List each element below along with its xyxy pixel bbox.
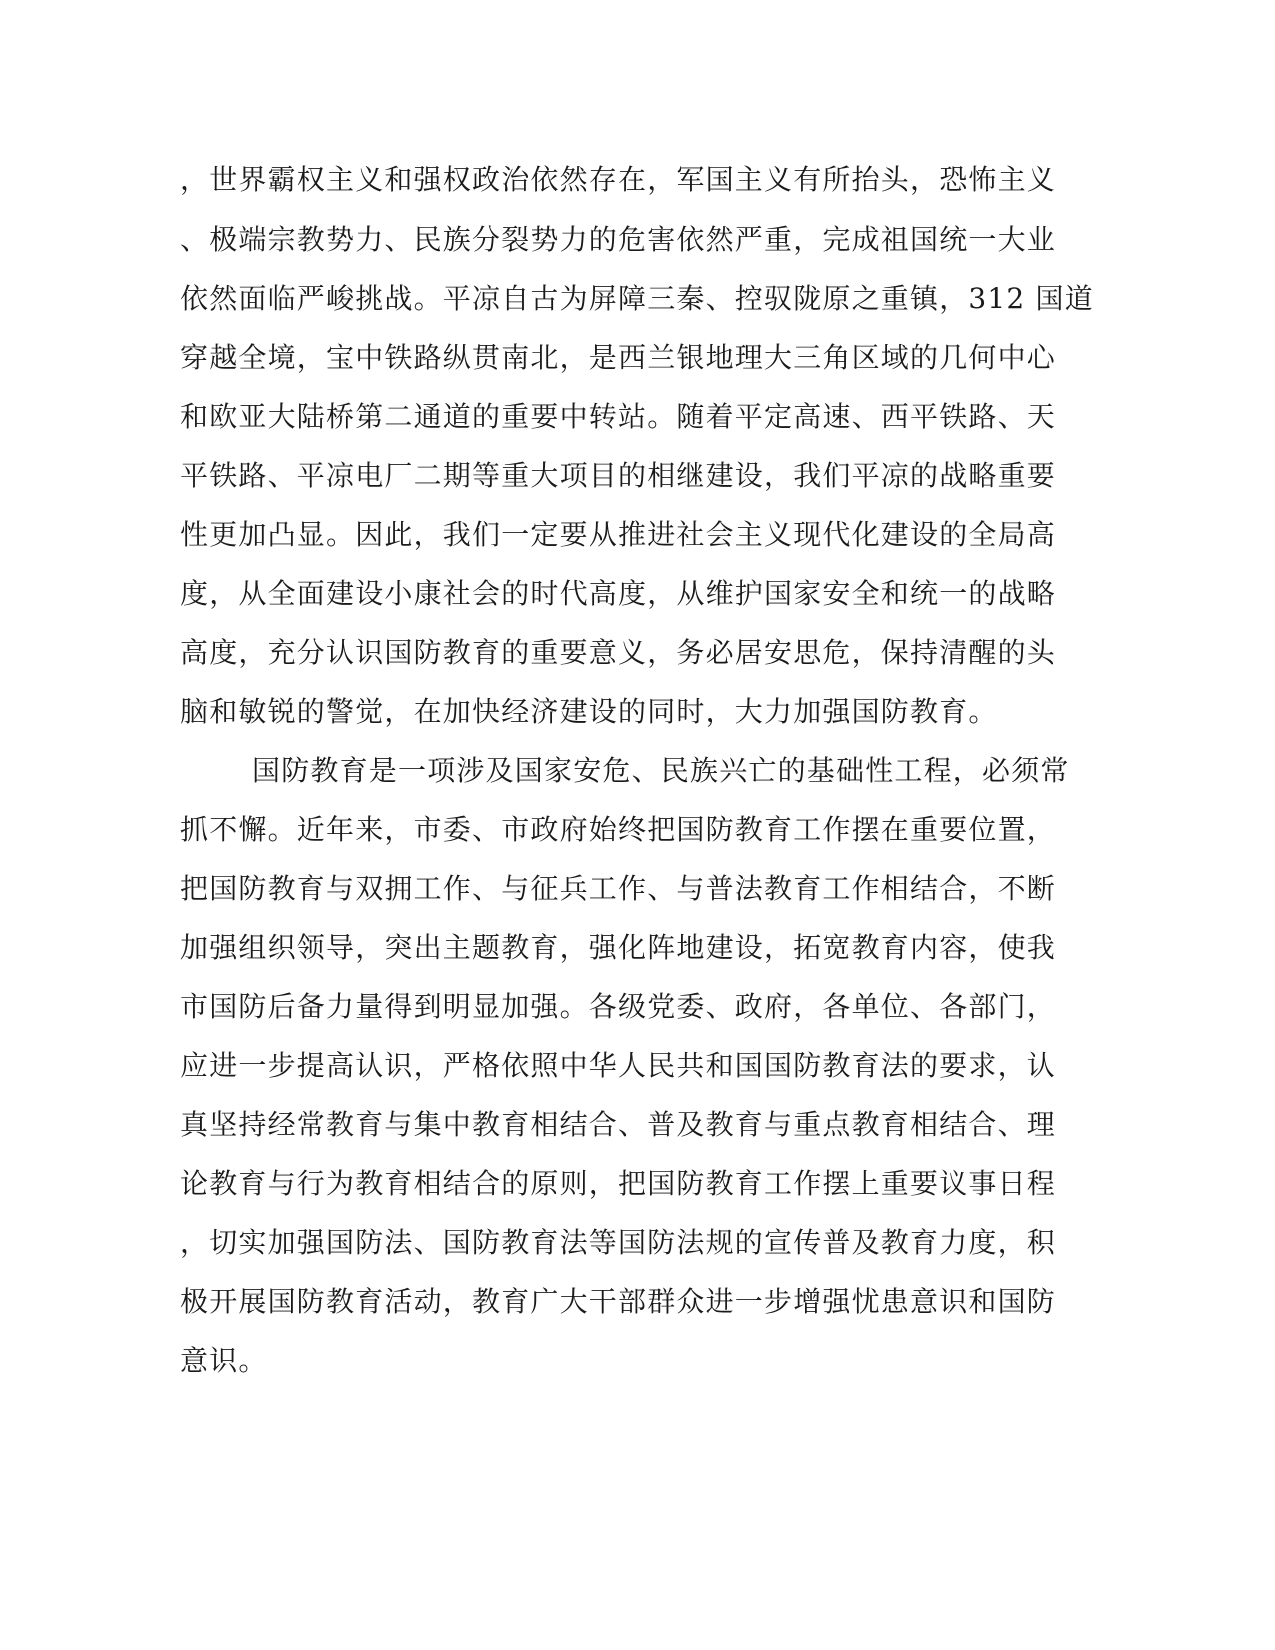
text-line: 应进一步提高认识，严格依照中华人民共和国国防教育法的要求，认 bbox=[180, 1049, 1057, 1082]
text-line: 真坚持经常教育与集中教育相结合、普及教育与重点教育相结合、理 bbox=[180, 1108, 1057, 1141]
text-line: 性更加凸显。因此，我们一定要从推进社会主义现代化建设的全局高 bbox=[180, 518, 1057, 551]
text-line: 、极端宗教势力、民族分裂势力的危害依然严重，完成祖国统一大业 bbox=[180, 223, 1057, 256]
text-line: 度，从全面建设小康社会的时代高度，从维护国家安全和统一的战略 bbox=[180, 577, 1057, 610]
text-line: 脑和敏锐的警觉，在加快经济建设的同时，大力加强国防教育。 bbox=[180, 695, 998, 728]
text-line: 穿越全境，宝中铁路纵贯南北，是西兰银地理大三角区域的几何中心 bbox=[180, 341, 1057, 374]
text-line: 高度，充分认识国防教育的重要意义，务必居安思危，保持清醒的头 bbox=[180, 636, 1057, 669]
paragraph-start-line: 国防教育是一项涉及国家安危、民族兴亡的基础性工程，必须常 bbox=[252, 754, 1070, 787]
text-line: 极开展国防教育活动，教育广大干部群众进一步增强忧患意识和国防 bbox=[180, 1285, 1057, 1318]
text-line: 市国防后备力量得到明显加强。各级党委、政府，各单位、各部门， bbox=[180, 990, 1057, 1023]
text-line: 把国防教育与双拥工作、与征兵工作、与普法教育工作相结合，不断 bbox=[180, 872, 1057, 905]
text-line: 论教育与行为教育相结合的原则，把国防教育工作摆上重要议事日程 bbox=[180, 1167, 1057, 1200]
text-line: 依然面临严峻挑战。平凉自古为屏障三秦、控驭陇原之重镇，312 国道 bbox=[180, 282, 1094, 315]
text-line: 平铁路、平凉电厂二期等重大项目的相继建设，我们平凉的战略重要 bbox=[180, 459, 1057, 492]
text-line: 抓不懈。近年来，市委、市政府始终把国防教育工作摆在重要位置， bbox=[180, 813, 1057, 846]
text-line: 加强组织领导，突出主题教育，强化阵地建设，拓宽教育内容，使我 bbox=[180, 931, 1057, 964]
text-line: ，世界霸权主义和强权政治依然存在，军国主义有所抬头，恐怖主义 bbox=[180, 163, 1057, 196]
text-line: 意识。 bbox=[180, 1344, 268, 1377]
text-line: ，切实加强国防法、国防教育法等国防法规的宣传普及教育力度，积 bbox=[180, 1226, 1057, 1259]
text-line: 和欧亚大陆桥第二通道的重要中转站。随着平定高速、西平铁路、天 bbox=[180, 400, 1057, 433]
